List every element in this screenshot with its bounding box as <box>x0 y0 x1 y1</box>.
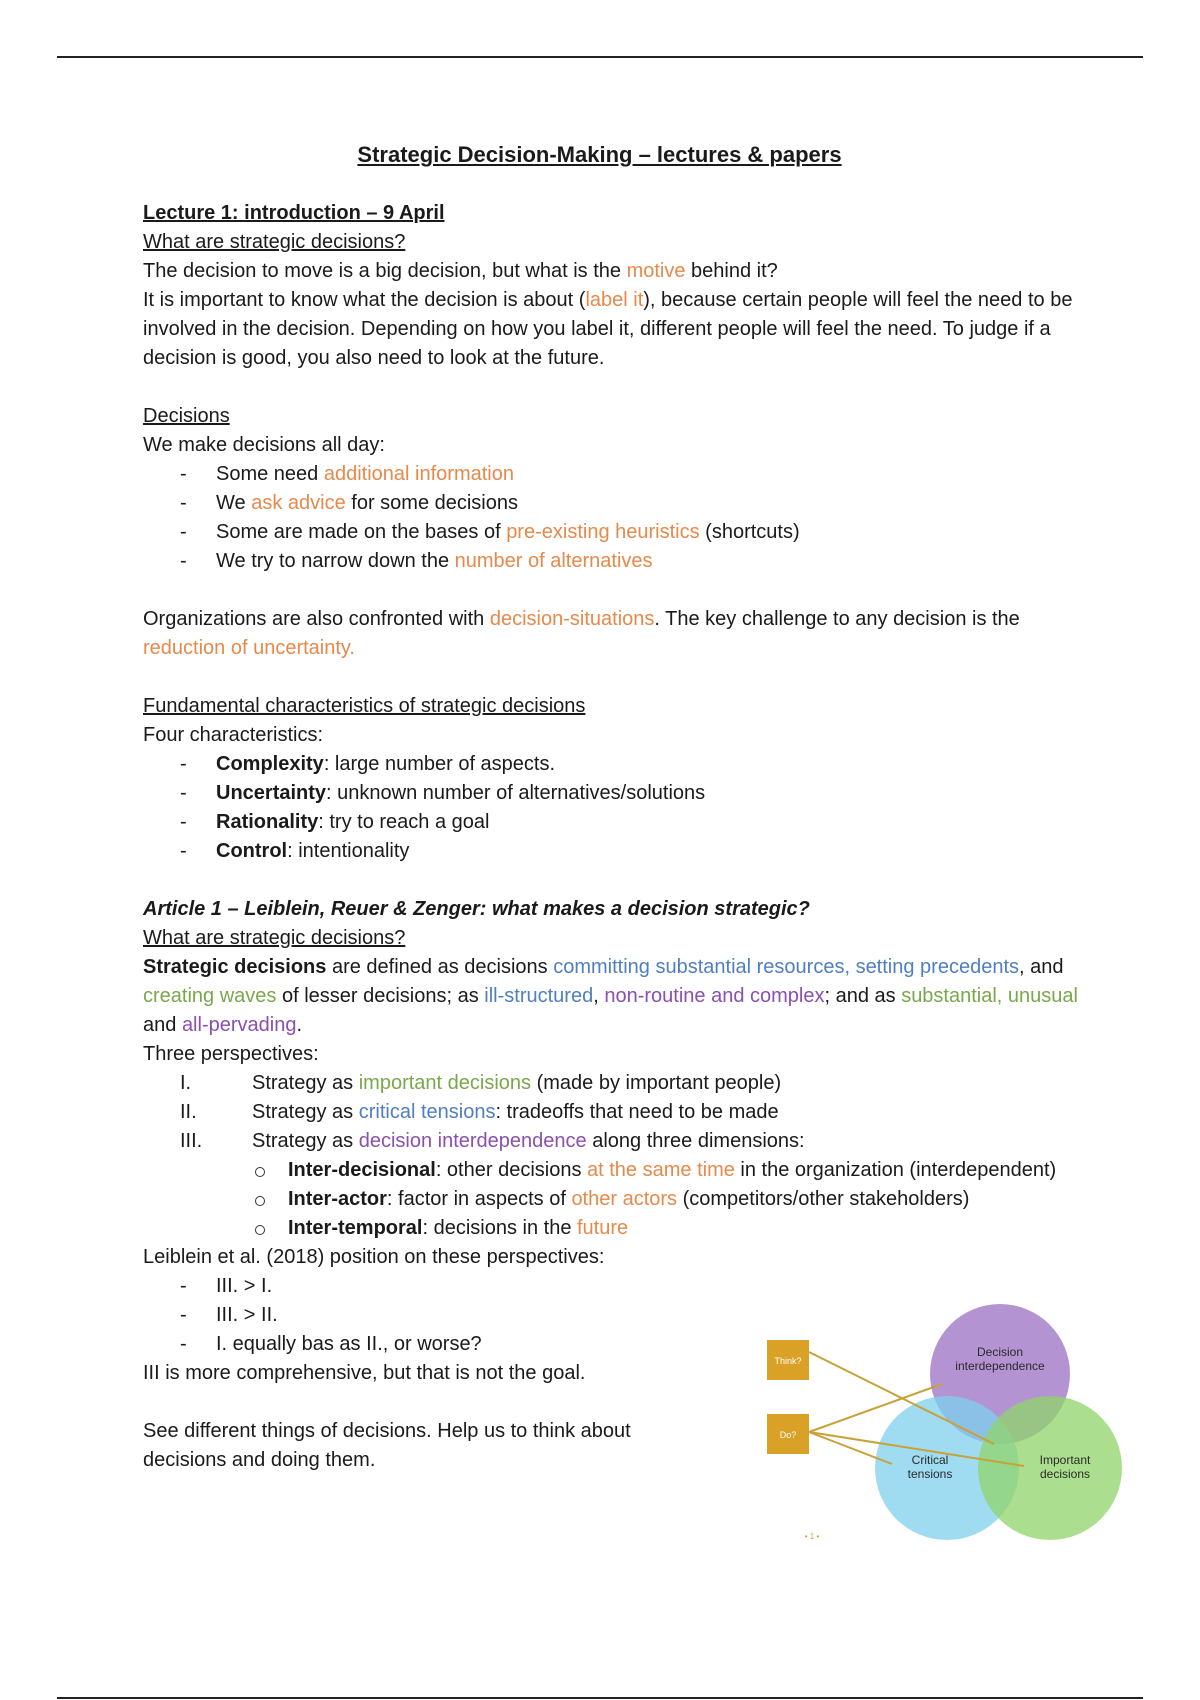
list-item: - We ask advice for some decisions <box>143 489 1083 518</box>
lecture1-para2: It is important to know what the decision is about (label it), because certain people will feel the need to be involved in the decision. Depending on how you label it, different people will feel the need. To judge if a decision is good, you also need to look at the future. <box>143 289 1073 369</box>
label-decision-interdependence-2: interdependence <box>955 1359 1045 1373</box>
lecture1-para1: The decision to move is a big decision, but what is the motive behind it? <box>143 260 778 282</box>
list-item: - Rationality: try to reach a goal <box>143 808 1083 837</box>
organizations-paragraph: Organizations are also confronted with decision-situations. The key challenge to any decision is the reduction of uncertainty. <box>143 608 1020 659</box>
list-item: - We try to narrow down the number of alternatives <box>143 547 1083 576</box>
document-body <box>143 140 1083 1475</box>
position-intro: Leiblein et al. (2018) position on these perspectives: <box>143 1246 605 1268</box>
lecture1-heading: Lecture 1: introduction – 9 April <box>143 202 445 224</box>
list-item: Inter-temporal: decisions in the future <box>143 1214 1083 1243</box>
perspectives-venn-diagram <box>762 1302 1127 1552</box>
list-item: II. Strategy as critical tensions: tradeoffs that need to be made <box>180 1101 779 1123</box>
think-box-label: Think? <box>774 1356 802 1366</box>
perspectives-intro: Three perspectives: <box>143 1043 319 1065</box>
list-item: - Some are made on the bases of pre-existing heuristics (shortcuts) <box>143 518 1083 547</box>
list-item: - Complexity: large number of aspects. <box>143 750 1083 779</box>
article1-subheading: What are strategic decisions? <box>143 927 406 949</box>
top-rule <box>57 56 1143 58</box>
list-item: Inter-decisional: other decisions at the same time in the organization (interdependent) <box>143 1156 1083 1185</box>
decisions-heading: Decisions <box>143 405 230 427</box>
page-title: Strategic Decision-Making – lectures & papers <box>357 142 842 167</box>
list-item: Inter-actor: factor in aspects of other actors (competitors/other stakeholders) <box>143 1185 1083 1214</box>
label-important-decisions-1: Important <box>1039 1453 1091 1467</box>
list-item: I. Strategy as important decisions (made by important people) <box>180 1072 782 1094</box>
label-critical-tensions-1: Critical <box>911 1453 949 1467</box>
decisions-intro: We make decisions all day: <box>143 434 385 456</box>
bottom-rule <box>57 1697 1143 1699</box>
label-important-decisions-2: decisions <box>1039 1467 1091 1481</box>
characteristics-list <box>143 750 1083 866</box>
positions-list <box>143 1272 703 1359</box>
perspectives-list <box>143 1069 1083 1243</box>
fundamental-heading: Fundamental characteristics of strategic decisions <box>143 695 586 717</box>
article1-heading: Article 1 – Leiblein, Reuer & Zenger: what makes a decision strategic? <box>143 898 810 920</box>
closing-note: See different things of decisions. Help us to think about decisions and doing them. <box>143 1420 631 1471</box>
list-item: - Uncertainty: unknown number of alternatives/solutions <box>143 779 1083 808</box>
do-box-label: Do? <box>779 1430 797 1440</box>
comprehensive-note: III is more comprehensive, but that is not the goal. <box>143 1362 586 1384</box>
lecture1-subheading: What are strategic decisions? <box>143 231 406 253</box>
list-item: - III. > I. <box>143 1272 703 1301</box>
label-decision-interdependence-1: Decision <box>976 1345 1024 1359</box>
dimensions-list <box>143 1156 1083 1243</box>
fundamental-intro: Four characteristics: <box>143 724 324 746</box>
decisions-list <box>143 460 1083 576</box>
list-item: - Some need additional information <box>143 460 1083 489</box>
list-item: - Control: intentionality <box>143 837 1083 866</box>
label-critical-tensions-2: tensions <box>907 1467 953 1481</box>
list-item: III. Strategy as decision interdependence along three dimensions: Inter-decisional: other decisions at the same time in the organization (interdependent) Inter-actor: factor in aspects of other actors (competitors/other stakeholders) Inter-temporal: decisions in the future <box>143 1127 1083 1243</box>
slide-page-marker: • 1 • <box>804 1532 820 1541</box>
list-item: - I. equally bas as II., or worse? <box>143 1330 703 1359</box>
list-item: - III. > II. <box>143 1301 703 1330</box>
strategic-decisions-definition: Strategic decisions are defined as decisions committing substantial resources, setting precedents, and creating waves of lesser decisions; as ill-structured, non-routine and complex; and as substantial, unusual and all-pervading. <box>143 956 1078 1036</box>
